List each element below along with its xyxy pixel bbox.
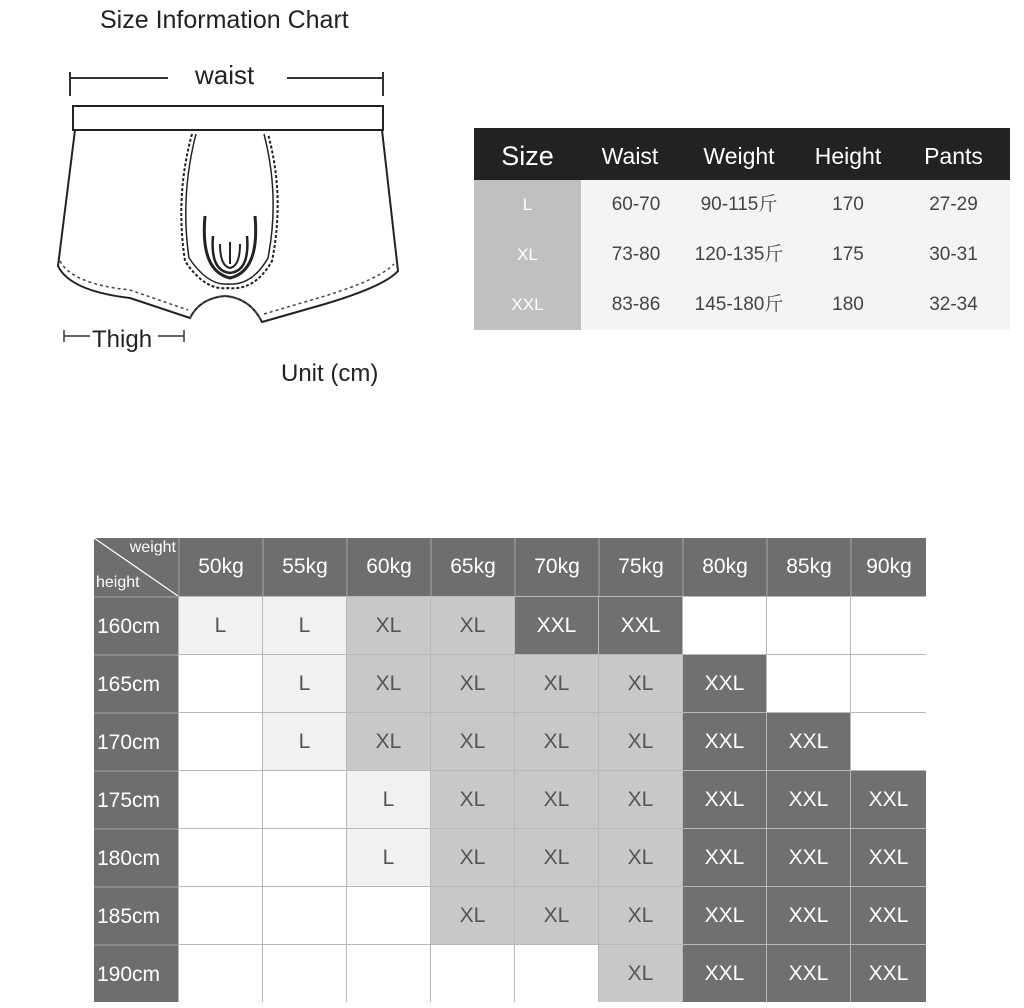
size-grid-cell: XL — [598, 886, 682, 944]
size-grid-cell — [262, 770, 346, 828]
size-grid-cell: XL — [598, 770, 682, 828]
size-grid-cell: XL — [346, 596, 430, 654]
size-grid-cell: XXL — [682, 770, 766, 828]
size-grid-cell: XXL — [682, 886, 766, 944]
weight-column-header: 65kg — [430, 538, 514, 596]
size-grid-cell: XXL — [850, 770, 926, 828]
height-cell: 175 — [832, 244, 864, 265]
size-grid-cell: XL — [430, 654, 514, 712]
height-row-header: 160cm — [94, 596, 178, 654]
size-grid-cell: XL — [430, 828, 514, 886]
size-grid-cell: XXL — [766, 770, 850, 828]
size-grid-cell: XXL — [682, 712, 766, 770]
size-grid-cell: XL — [598, 944, 682, 1002]
size-grid-cell — [262, 944, 346, 1002]
size-grid-cell — [430, 944, 514, 1002]
height-header: Height — [814, 143, 882, 169]
waist-cell: 60-70 — [611, 194, 661, 215]
size-grid-cell — [850, 596, 926, 654]
size-grid-cell: XL — [514, 770, 598, 828]
size-grid-cell: XXL — [850, 886, 926, 944]
size-grid-cell — [346, 886, 430, 944]
size-grid-cell: XL — [514, 654, 598, 712]
size-grid-cell: XL — [598, 828, 682, 886]
size-grid-cell: XXL — [682, 828, 766, 886]
size-grid-cell — [346, 944, 430, 1002]
size-grid-cell — [682, 596, 766, 654]
thigh-label: Thigh — [92, 326, 153, 353]
weight-height-grid — [94, 538, 926, 1008]
size-grid-cell: L — [262, 654, 346, 712]
size-grid-cell: XXL — [682, 654, 766, 712]
size-grid-cell — [178, 654, 262, 712]
underwear-outline-icon — [50, 66, 400, 366]
size-grid-cell: XL — [598, 712, 682, 770]
weight-cell: 145-180斤 — [694, 294, 784, 315]
size-grid-cell: XXL — [514, 596, 598, 654]
size-grid-cell: L — [262, 712, 346, 770]
size-grid-cell — [766, 654, 850, 712]
size-grid-cell: XXL — [766, 886, 850, 944]
unit-label: Unit (cm) — [281, 360, 379, 387]
size-grid-cell — [178, 886, 262, 944]
height-row-header: 175cm — [94, 770, 178, 828]
size-grid-cell: XL — [430, 712, 514, 770]
size-grid-cell — [178, 944, 262, 1002]
corner-weight-label: weight — [129, 539, 176, 556]
weight-cell: 120-135斤 — [694, 244, 784, 265]
height-row-header: 180cm — [94, 828, 178, 886]
waist-cell: 83-86 — [611, 294, 661, 315]
size-grid-cell: L — [262, 596, 346, 654]
size-grid-cell: XL — [514, 886, 598, 944]
weight-column-header: 50kg — [178, 538, 262, 596]
size-grid-cell — [262, 886, 346, 944]
pants-cell: 27-29 — [929, 194, 978, 215]
height-cell: 170 — [832, 194, 864, 215]
size-table — [474, 128, 1010, 330]
waist-header: Waist — [601, 143, 659, 169]
weight-column-header: 60kg — [346, 538, 430, 596]
size-grid-cell: XL — [346, 654, 430, 712]
height-row-header: 190cm — [94, 944, 178, 1002]
size-grid-cell: L — [346, 770, 430, 828]
size-grid-cell: XL — [514, 828, 598, 886]
pants-cell: 30-31 — [929, 244, 978, 265]
weight-column-header: 55kg — [262, 538, 346, 596]
grid-corner — [94, 538, 178, 596]
height-cell: 180 — [832, 294, 864, 315]
weight-column-header: 90kg — [850, 538, 926, 596]
corner-height-label: height — [96, 574, 140, 591]
waist-cell: 73-80 — [611, 244, 661, 265]
size-grid-cell — [178, 828, 262, 886]
height-row-header: 185cm — [94, 886, 178, 944]
size-grid-cell: XL — [598, 654, 682, 712]
size-grid-cell: XXL — [850, 944, 926, 1002]
height-row-header: 165cm — [94, 654, 178, 712]
weight-header: Weight — [703, 143, 775, 169]
size-grid-cell: L — [178, 596, 262, 654]
size-grid-cell — [178, 712, 262, 770]
weight-column-header: 75kg — [598, 538, 682, 596]
size-grid-cell: XL — [430, 886, 514, 944]
underwear-diagram — [50, 66, 400, 366]
height-row-header: 170cm — [94, 712, 178, 770]
size-cell: XL — [517, 245, 538, 264]
size-grid-cell: XL — [346, 712, 430, 770]
size-grid-cell: XXL — [682, 944, 766, 1002]
size-grid-cell — [850, 712, 926, 770]
size-grid-cell — [262, 828, 346, 886]
size-header: Size — [501, 141, 554, 171]
size-grid-cell — [766, 596, 850, 654]
weight-cell: 90-115斤 — [700, 194, 778, 215]
weight-column-header: 80kg — [682, 538, 766, 596]
size-grid-cell: XL — [514, 712, 598, 770]
pants-header: Pants — [924, 143, 983, 169]
size-cell: L — [522, 195, 533, 214]
size-grid-cell — [514, 944, 598, 1002]
weight-column-header: 70kg — [514, 538, 598, 596]
waist-label: waist — [195, 60, 255, 90]
size-grid-cell: XXL — [850, 828, 926, 886]
size-cell: XXL — [511, 295, 544, 314]
size-grid-cell — [850, 654, 926, 712]
size-grid-cell: XXL — [766, 712, 850, 770]
pants-cell: 32-34 — [929, 294, 978, 315]
chart-title: Size Information Chart — [100, 6, 349, 34]
size-grid-cell: XXL — [598, 596, 682, 654]
weight-column-header: 85kg — [766, 538, 850, 596]
size-grid-cell: XXL — [766, 944, 850, 1002]
size-grid-cell: XL — [430, 770, 514, 828]
size-grid-cell — [178, 770, 262, 828]
size-grid-cell: L — [346, 828, 430, 886]
size-grid-cell: XL — [430, 596, 514, 654]
size-grid-cell: XXL — [766, 828, 850, 886]
